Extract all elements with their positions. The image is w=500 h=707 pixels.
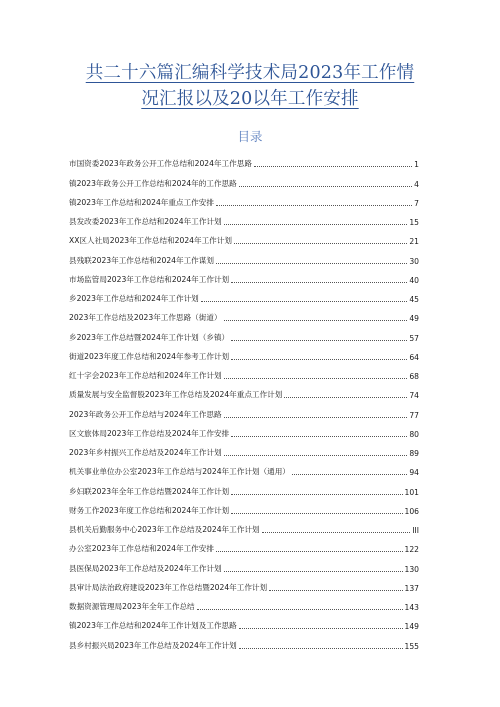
toc-entry-label: 镇2023年工作总结和2024年工作计划及工作思路: [69, 621, 237, 631]
toc-entry-page-number: 40: [409, 275, 419, 285]
toc-entry-label: 镇2023年工作总结和2024年重点工作安排: [69, 197, 214, 207]
toc-leader-dots: [224, 417, 408, 418]
toc-entry-label: 区文旅体局2023年工作总结及2024年工作安排: [69, 428, 230, 438]
toc-entry-label: 县发改委2023年工作总结和2024年工作计划: [69, 217, 222, 226]
toc-entry-label: XX区人社局2023年工作总结和2024年工作计划: [69, 236, 232, 246]
toc-entry-label: 2023年乡村振兴工作总结及2024年工作计划: [69, 448, 222, 457]
toc-entry-page-number: 30: [409, 256, 419, 266]
toc-entry-page-number: 68: [409, 372, 419, 381]
toc-entry-label: 街道2023年度工作总结和2024年参考工作计划: [69, 351, 230, 361]
toc-entry[interactable]: [69, 497, 419, 516]
toc-entry-page-number: 64: [409, 352, 419, 362]
toc-entry[interactable]: [69, 458, 419, 477]
toc-entry[interactable]: [69, 304, 419, 323]
toc-entry-page-number: 15: [409, 218, 419, 227]
toc-entry[interactable]: [69, 266, 419, 285]
toc-entry-page-number: 1: [414, 160, 419, 170]
toc-entry-label: 财务工作2023年度工作总结和2024年工作计划: [69, 505, 230, 515]
toc-entry-label: 办公室2023年工作总结和2024年工作安排: [69, 544, 214, 554]
toc-entry-label: 县医保局2023年工作总结及2024年工作计划: [69, 563, 222, 573]
toc-entry[interactable]: [69, 285, 419, 304]
toc-heading: 目录: [237, 129, 263, 144]
toc-entry-page-number: 21: [409, 237, 419, 247]
toc-entry[interactable]: [69, 227, 419, 246]
toc-entry[interactable]: [69, 439, 419, 458]
toc-leader-dots: [231, 436, 407, 437]
toc-entry[interactable]: [69, 343, 419, 362]
toc-entry-page-number: 49: [409, 314, 419, 324]
toc-entry[interactable]: [69, 169, 419, 188]
toc-leader-dots: [231, 513, 402, 514]
toc-leader-dots: [254, 166, 412, 167]
toc-leader-dots: [201, 301, 408, 302]
toc-entry[interactable]: [69, 323, 419, 342]
toc-entry-label: 县机关后勤服务中心2023年工作总结及2024年工作计划: [69, 525, 260, 534]
table-of-contents: [69, 150, 419, 651]
toc-entry[interactable]: [69, 631, 419, 650]
toc-entry[interactable]: [69, 400, 419, 419]
toc-entry[interactable]: [69, 516, 419, 535]
toc-entry-label: 县审计局法治政府建设2023年工作总结暨2024年工作计划: [69, 582, 268, 592]
toc-entry-label: 质量发展与安全监督股2023年工作总结及2024年重点工作计划: [69, 390, 283, 400]
toc-entry-page-number: 80: [409, 429, 419, 439]
toc-entry-page-number: 122: [404, 545, 419, 555]
toc-leader-dots: [284, 397, 407, 398]
toc-entry-label: 市国资委2023年政务公开工作总结和2024年工作思路: [69, 159, 252, 169]
toc-entry-page-number: 94: [409, 468, 419, 478]
toc-leader-dots: [224, 224, 408, 225]
toc-entry-page-number: 130: [404, 564, 419, 574]
toc-entry-page-number: III: [412, 526, 419, 535]
document-title: [70, 60, 430, 112]
toc-entry[interactable]: [69, 477, 419, 496]
toc-entry-page-number: 143: [404, 603, 419, 612]
toc-leader-dots: [292, 474, 407, 475]
toc-entry[interactable]: [69, 189, 419, 208]
title-line-1: 共二十六篇汇编科学技术局2023年工作情: [85, 63, 415, 83]
toc-entry[interactable]: [69, 554, 419, 573]
toc-leader-dots: [234, 243, 407, 244]
toc-entry-label: 红十字会2023年工作总结和2024年工作计划: [69, 371, 222, 380]
title-line-2: 况汇报以及20以年工作安排: [141, 89, 359, 109]
toc-entry-page-number: 137: [404, 583, 419, 593]
toc-entry[interactable]: [69, 420, 419, 439]
toc-leader-dots: [231, 359, 407, 360]
toc-entry[interactable]: [69, 246, 419, 265]
toc-entry[interactable]: [69, 535, 419, 554]
toc-entry-page-number: 89: [409, 449, 419, 458]
toc-entry-page-number: 149: [404, 622, 419, 632]
toc-entry-page-number: 57: [409, 333, 419, 343]
toc-entry[interactable]: [69, 362, 419, 381]
toc-leader-dots: [197, 609, 403, 610]
toc-entry[interactable]: [69, 381, 419, 400]
toc-entry-label: 乡2023年工作总结和2024年工作计划: [69, 294, 199, 303]
toc-entry-label: 数据资源管理局2023年全年工作总结: [69, 602, 195, 611]
toc-entry-label: 2023年工作总结及2023年工作思路（街道）: [69, 313, 222, 323]
toc-leader-dots: [224, 571, 403, 572]
toc-entry-page-number: 106: [404, 506, 419, 516]
toc-entry-label: 2023年政务公开工作总结与2024年工作思路: [69, 409, 222, 419]
toc-leader-dots: [224, 320, 408, 321]
toc-entry[interactable]: [69, 612, 419, 631]
toc-leader-dots: [262, 532, 411, 533]
toc-leader-dots: [216, 205, 412, 206]
toc-entry-label: 乡妇联2023年全年工作总结暨2024年工作计划: [69, 486, 230, 496]
toc-entry-page-number: 74: [409, 391, 419, 401]
toc-leader-dots: [216, 551, 403, 552]
toc-entry[interactable]: [69, 574, 419, 593]
toc-leader-dots: [231, 494, 402, 495]
toc-leader-dots: [224, 378, 408, 379]
toc-leader-dots: [239, 648, 403, 649]
toc-entry[interactable]: [69, 208, 419, 227]
toc-leader-dots: [231, 340, 407, 341]
toc-entry-label: 市场监管局2023年工作总结和2024年工作计划: [69, 274, 230, 284]
toc-entry-page-number: 4: [414, 179, 419, 189]
toc-leader-dots: [231, 282, 407, 283]
toc-leader-dots: [269, 590, 402, 591]
toc-entry-page-number: 101: [404, 487, 419, 497]
toc-entry[interactable]: [69, 150, 419, 169]
toc-entry-page-number: 77: [409, 410, 419, 420]
toc-entry-label: 机关事业单位办公室2023年工作总结与2024年工作计划（通用）: [69, 467, 290, 477]
toc-leader-dots: [216, 263, 407, 264]
toc-entry[interactable]: [69, 593, 419, 612]
toc-leader-dots: [224, 455, 408, 456]
toc-entry-label: 乡2023年工作总结暨2024年工作计划（乡镇）: [69, 332, 230, 342]
toc-entry-label: 县残联2023年工作总结和2024年工作谋划: [69, 255, 214, 265]
toc-entry-label: 镇2023年政务公开工作总结和2024年的工作思路: [69, 178, 237, 188]
toc-leader-dots: [239, 628, 403, 629]
toc-entry-page-number: 45: [409, 295, 419, 304]
toc-leader-dots: [239, 186, 412, 187]
toc-entry-page-number: 7: [414, 198, 419, 208]
toc-entry-label: 县乡村振兴局2023年工作总结及2024年工作计划: [69, 640, 237, 650]
toc-entry-page-number: 155: [404, 641, 419, 651]
